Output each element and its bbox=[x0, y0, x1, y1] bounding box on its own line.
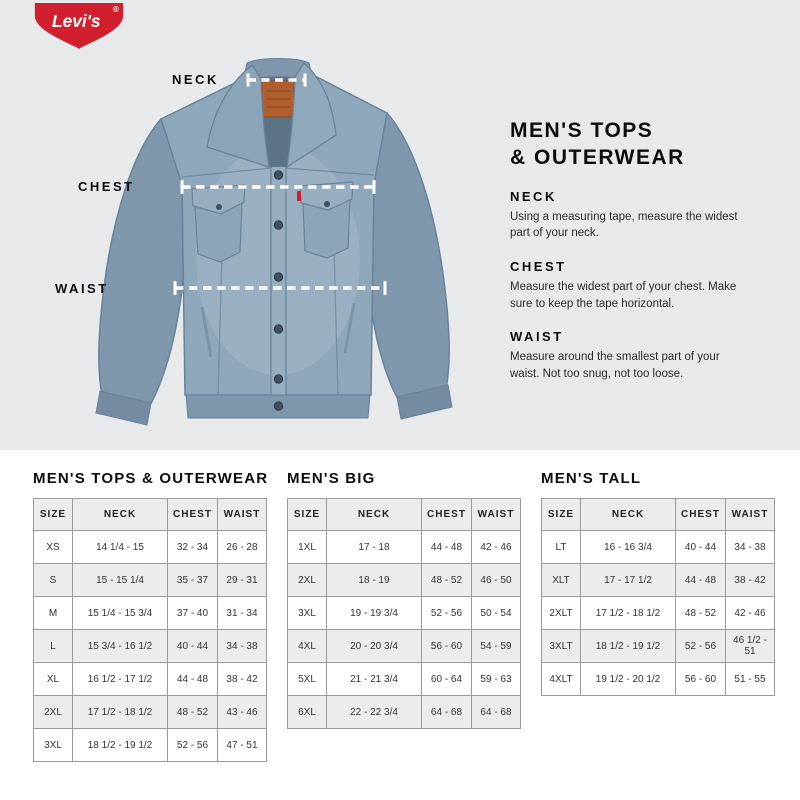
range-cell: 21 - 21 3/4 bbox=[327, 663, 422, 696]
range-cell: 44 - 48 bbox=[168, 663, 218, 696]
range-cell: 18 1/2 - 19 1/2 bbox=[581, 630, 676, 663]
left-sleeve bbox=[99, 119, 187, 407]
table-row bbox=[542, 564, 775, 597]
range-cell: 16 - 16 3/4 bbox=[581, 531, 676, 564]
range-cell: 60 - 64 bbox=[422, 663, 472, 696]
neck-instructions-heading: NECK bbox=[510, 188, 557, 204]
range-cell: 52 - 56 bbox=[422, 597, 472, 630]
size-cell: S bbox=[34, 564, 73, 597]
range-cell: 38 - 42 bbox=[726, 564, 775, 597]
column-header: CHEST bbox=[422, 499, 472, 531]
chest-instructions-heading: CHEST bbox=[510, 259, 567, 275]
size-cell: 5XL bbox=[288, 663, 327, 696]
red-tab-icon bbox=[297, 191, 301, 201]
levis-logo bbox=[33, 2, 125, 50]
header-row bbox=[288, 499, 521, 531]
jacket-illustration bbox=[55, 55, 495, 450]
column-header: CHEST bbox=[676, 499, 726, 531]
registered-mark: ® bbox=[112, 5, 119, 15]
range-cell: 19 - 19 3/4 bbox=[327, 597, 422, 630]
header-row bbox=[34, 499, 267, 531]
range-cell: 52 - 56 bbox=[676, 630, 726, 663]
table-row bbox=[288, 531, 521, 564]
range-cell: 34 - 38 bbox=[726, 531, 775, 564]
size-tables-section bbox=[0, 450, 800, 762]
range-cell: 52 - 56 bbox=[168, 729, 218, 762]
table-row bbox=[542, 531, 775, 564]
waist-instructions bbox=[510, 329, 760, 382]
range-cell: 48 - 52 bbox=[676, 597, 726, 630]
range-cell: 16 1/2 - 17 1/2 bbox=[73, 663, 168, 696]
size-cell: 1XL bbox=[288, 531, 327, 564]
table-row bbox=[34, 630, 267, 663]
size-cell: 3XLT bbox=[542, 630, 581, 663]
range-cell: 35 - 37 bbox=[168, 564, 218, 597]
table-title: MEN'S TALL bbox=[541, 470, 642, 487]
size-cell: XS bbox=[34, 531, 73, 564]
column-header: CHEST bbox=[168, 499, 218, 531]
column-header: NECK bbox=[73, 499, 168, 531]
panel-title bbox=[510, 118, 760, 172]
range-cell: 15 1/4 - 15 3/4 bbox=[73, 597, 168, 630]
size-cell: 2XL bbox=[288, 564, 327, 597]
range-cell: 46 - 50 bbox=[472, 564, 521, 597]
range-cell: 15 - 15 1/4 bbox=[73, 564, 168, 597]
table-row bbox=[288, 564, 521, 597]
table-row bbox=[542, 597, 775, 630]
chest-callout-label: CHEST bbox=[78, 179, 135, 194]
range-cell: 47 - 51 bbox=[218, 729, 267, 762]
size-cell: 2XL bbox=[34, 696, 73, 729]
range-cell: 17 - 17 1/2 bbox=[581, 564, 676, 597]
range-cell: 38 - 42 bbox=[218, 663, 267, 696]
mens-big-size-table bbox=[287, 498, 521, 729]
logo-text: Levi's bbox=[51, 10, 101, 31]
range-cell: 54 - 59 bbox=[472, 630, 521, 663]
size-cell: 6XL bbox=[288, 696, 327, 729]
left-pocket-button bbox=[216, 204, 222, 210]
mens-big-table-block bbox=[287, 470, 520, 762]
table-row bbox=[288, 663, 521, 696]
range-cell: 48 - 52 bbox=[422, 564, 472, 597]
table-row bbox=[288, 630, 521, 663]
range-cell: 42 - 46 bbox=[472, 531, 521, 564]
range-cell: 22 - 22 3/4 bbox=[327, 696, 422, 729]
range-cell: 17 1/2 - 18 1/2 bbox=[73, 696, 168, 729]
range-cell: 20 - 20 3/4 bbox=[327, 630, 422, 663]
panel-title-line1: MEN'S TOPS bbox=[510, 119, 654, 142]
range-cell: 32 - 34 bbox=[168, 531, 218, 564]
range-cell: 44 - 48 bbox=[422, 531, 472, 564]
size-cell: 4XL bbox=[288, 630, 327, 663]
table-row bbox=[542, 663, 775, 696]
mens-tall-table-block bbox=[541, 470, 774, 762]
range-cell: 26 - 28 bbox=[218, 531, 267, 564]
table-row bbox=[34, 564, 267, 597]
range-cell: 64 - 68 bbox=[422, 696, 472, 729]
range-cell: 34 - 38 bbox=[218, 630, 267, 663]
size-cell: XLT bbox=[542, 564, 581, 597]
range-cell: 48 - 52 bbox=[168, 696, 218, 729]
size-cell: LT bbox=[542, 531, 581, 564]
column-header: SIZE bbox=[34, 499, 73, 531]
range-cell: 40 - 44 bbox=[168, 630, 218, 663]
range-cell: 14 1/4 - 15 bbox=[73, 531, 168, 564]
chest-instructions bbox=[510, 259, 760, 312]
header-row bbox=[542, 499, 775, 531]
table-row bbox=[34, 531, 267, 564]
size-cell: 4XLT bbox=[542, 663, 581, 696]
waist-instructions-text: Measure around the smallest part of your waist. Not too snug, not too loose. bbox=[510, 351, 720, 381]
range-cell: 40 - 44 bbox=[676, 531, 726, 564]
range-cell: 17 1/2 - 18 1/2 bbox=[581, 597, 676, 630]
tops-outerwear-size-table bbox=[33, 498, 267, 762]
panel-title-line2: & OUTERWEAR bbox=[510, 145, 685, 169]
range-cell: 43 - 46 bbox=[218, 696, 267, 729]
measuring-guide-panel bbox=[510, 118, 760, 383]
range-cell: 56 - 60 bbox=[676, 663, 726, 696]
table-row bbox=[542, 630, 775, 663]
size-cell: M bbox=[34, 597, 73, 630]
chest-instructions-text: Measure the widest part of your chest. Make sure to keep the tape horizontal. bbox=[510, 281, 737, 310]
neck-instructions bbox=[510, 189, 760, 242]
table-title: MEN'S TOPS & OUTERWEAR bbox=[33, 470, 269, 487]
range-cell: 37 - 40 bbox=[168, 597, 218, 630]
table-title: MEN'S BIG bbox=[287, 470, 376, 487]
range-cell: 15 3/4 - 16 1/2 bbox=[73, 630, 168, 663]
column-header: NECK bbox=[581, 499, 676, 531]
size-cell: 3XL bbox=[288, 597, 327, 630]
range-cell: 59 - 63 bbox=[472, 663, 521, 696]
range-cell: 50 - 54 bbox=[472, 597, 521, 630]
levis-batwing-icon bbox=[33, 2, 125, 50]
waist-callout-label: WAIST bbox=[55, 281, 109, 296]
mens-tall-size-table bbox=[541, 498, 775, 696]
column-header: WAIST bbox=[472, 499, 521, 531]
range-cell: 19 1/2 - 20 1/2 bbox=[581, 663, 676, 696]
table-row bbox=[34, 696, 267, 729]
table-row bbox=[34, 729, 267, 762]
range-cell: 56 - 60 bbox=[422, 630, 472, 663]
neck-callout-label: NECK bbox=[172, 72, 219, 87]
range-cell: 64 - 68 bbox=[472, 696, 521, 729]
range-cell: 31 - 34 bbox=[218, 597, 267, 630]
size-cell: 3XL bbox=[34, 729, 73, 762]
range-cell: 46 1/2 - 51 bbox=[726, 630, 775, 663]
column-header: WAIST bbox=[726, 499, 775, 531]
size-cell: 2XLT bbox=[542, 597, 581, 630]
range-cell: 44 - 48 bbox=[676, 564, 726, 597]
size-cell: L bbox=[34, 630, 73, 663]
range-cell: 29 - 31 bbox=[218, 564, 267, 597]
table-row bbox=[288, 696, 521, 729]
column-header: SIZE bbox=[288, 499, 327, 531]
table-row bbox=[34, 597, 267, 630]
range-cell: 42 - 46 bbox=[726, 597, 775, 630]
size-cell: XL bbox=[34, 663, 73, 696]
tops-outerwear-table-block bbox=[33, 470, 269, 762]
table-row bbox=[34, 663, 267, 696]
column-header: WAIST bbox=[218, 499, 267, 531]
range-cell: 18 - 19 bbox=[327, 564, 422, 597]
column-header: NECK bbox=[327, 499, 422, 531]
neck-instructions-text: Using a measuring tape, measure the widest part of your neck. bbox=[510, 210, 738, 240]
range-cell: 18 1/2 - 19 1/2 bbox=[73, 729, 168, 762]
waist-instructions-heading: WAIST bbox=[510, 329, 564, 345]
column-header: SIZE bbox=[542, 499, 581, 531]
right-pocket-button bbox=[324, 201, 330, 207]
table-row bbox=[288, 597, 521, 630]
range-cell: 17 - 18 bbox=[327, 531, 422, 564]
range-cell: 51 - 55 bbox=[726, 663, 775, 696]
